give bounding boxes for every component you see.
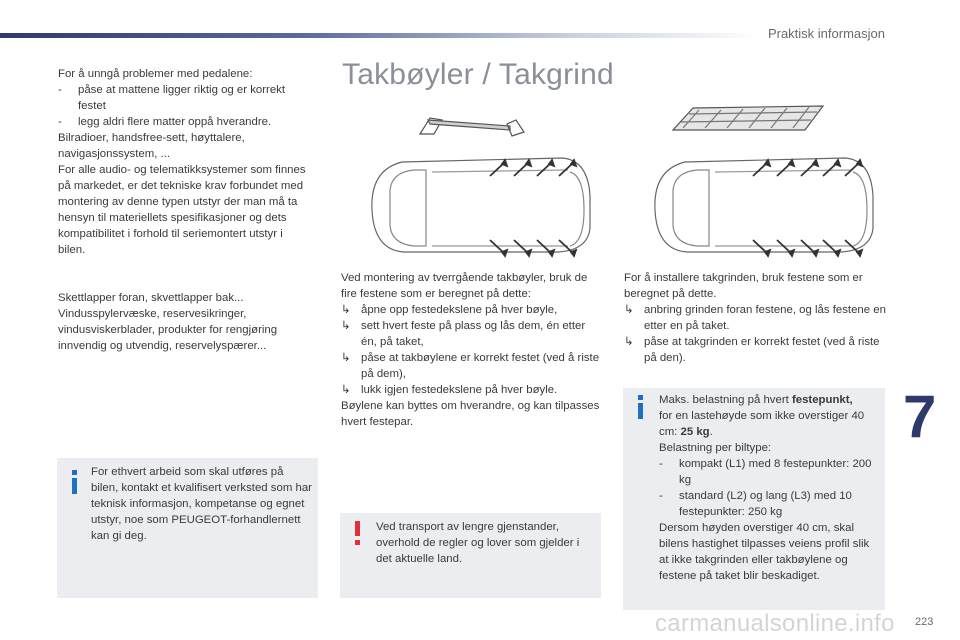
list-item: - standard (L2) og lang (L3) med 10 festepunkter: 250 kg [659, 490, 852, 518]
roof-bars-intro: Ved montering av tverrgående takbøyler, bruk de fire festene som er beregnet på dette: [341, 272, 588, 300]
arrow-bullet-icon: ↳ [341, 304, 351, 316]
list-item: - påse at mattene ligger riktig og er korrekt festet [58, 84, 286, 112]
accessories-paragraph [58, 290, 313, 354]
list-item: ↳ åpne opp festedekslene på hver bøyle, [341, 304, 558, 316]
roof-bars-illustration [362, 100, 602, 260]
roof-rack-intro: For å installere takgrinden, bruk festene som er beregnet på dette. [624, 272, 863, 300]
list-item: ↳ påse at takbøylene er korrekt festet (ved å riste på dem), [341, 352, 600, 380]
info-text: For ethvert arbeid som skal utføres på bilen, kontakt et kvalifisert verksted som har teknisk informasjon, kompetanse og egnet utstyr, noe som PEUGEOT-forhandlernett kan gi deg. [91, 466, 312, 542]
arrow-bullet-icon: ↳ [624, 304, 634, 316]
telematics-paragraph: For alle audio- og telematikksystemer som finnes på markedet, er det tekniske krav forbundet med montering av denne typen utstyr der man må ta hensyn til materiellets spesifikasjoner og dets kompatibilitet i forhold til seriemontert utstyr i bilen. [58, 164, 306, 256]
section-title: Praktisk informasjon [767, 26, 885, 41]
arrow-bullet-icon: ↳ [341, 352, 351, 364]
list-item: - kompakt (L1) med 8 festepunkter: 200 kg [659, 458, 872, 486]
load-per-type-list [659, 456, 879, 520]
list-item: ↳ anbring grinden foran festene, og lås festene en etter en på taket. [624, 304, 886, 332]
header-bar [0, 33, 760, 38]
warning-icon [353, 521, 362, 545]
chapter-number: 7 [903, 383, 937, 450]
list-item: ↳ lukk igjen festedekslene på hver bøyle. [341, 384, 558, 396]
roof-bars-instructions [341, 270, 603, 430]
roof-rack-steps [624, 302, 886, 366]
warning-text: Ved transport av lengre gjenstander, overhold de regler og lover som gjelder i det aktuelle land. [376, 521, 580, 565]
roof-rack-instructions [624, 270, 886, 366]
arrow-bullet-icon: ↳ [341, 384, 351, 396]
load-per-type-heading: Belastning per biltype: [659, 442, 772, 454]
page-title: Takbøyler / Takgrind [342, 58, 614, 91]
load-info-text: Maks. belastning på hvert festepunkt, for en lastehøyde som ikke overstiger 40 cm: 25 kg. Belastning per biltype: - kompakt (L1) med 8 festepunkter: 200 kg - standard (L2) og lang (L3) med 10 festepunkter: 250 kg Dersom høyden overstiger 40 cm, skal bilens hastighet tilpasses veiens profil slik at ikke takgrinden eller takbøylene og festene på taket blir beskadiget. [659, 392, 879, 584]
roof-bars-outro: Bøylene kan byttes om hverandre, og kan tilpasses hvert festepar. [341, 400, 600, 428]
info-icon [636, 395, 645, 419]
arrow-bullet-icon: ↳ [341, 320, 351, 332]
arrow-bullet-icon: ↳ [624, 336, 634, 348]
roof-bars-steps [341, 302, 603, 398]
pedal-intro: For å unngå problemer med pedalene: [58, 68, 253, 80]
watermark: carmanualsonline.info [655, 610, 895, 637]
list-item: ↳ påse at takgrinden er korrekt festet (ved å riste på den). [624, 336, 880, 364]
warning-box-transport [340, 513, 601, 598]
page-number: 223 [915, 616, 934, 628]
height-warning-text: Dersom høyden overstiger 40 cm, skal bilens hastighet tilpasses veiens profil slik at ikke takgrinden eller takbøylene og festene på taket blir beskadiget. [659, 522, 870, 582]
accessories-text: Skettlapper foran, skvettlapper bak... Vindusspylervæske, reservesikringer, vindusviskerblader, produkter for rengjøring innvendig og utvendig, reservelyspærer... [58, 292, 278, 352]
list-item: - legg aldri flere matter oppå hverandre. [58, 116, 272, 128]
info-box-workshop [57, 458, 318, 598]
info-icon [70, 470, 79, 494]
pedal-list [58, 82, 313, 130]
audio-line: Bilradioer, handsfree-sett, høyttalere, navigasjonssystem, ... [58, 132, 245, 160]
column-1-top [58, 66, 313, 258]
list-item: ↳ sett hvert feste på plass og lås dem, én etter én, på taket, [341, 320, 586, 348]
info-box-load [623, 388, 885, 610]
roof-rack-illustration [645, 100, 885, 260]
